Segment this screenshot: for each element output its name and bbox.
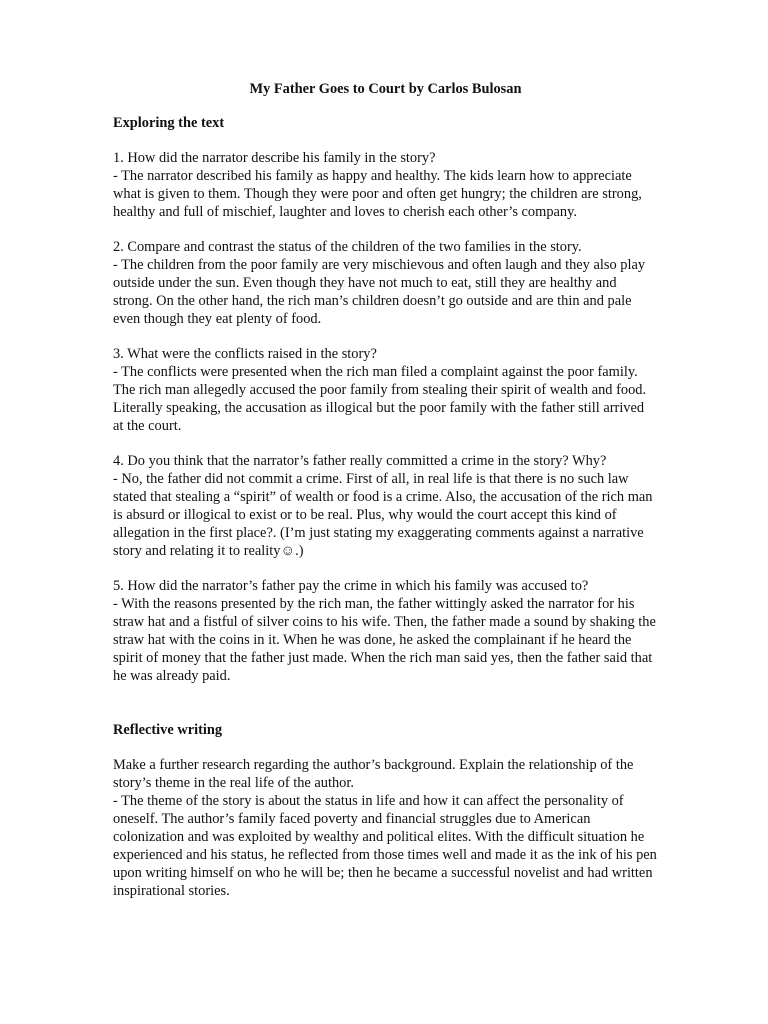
question-5: 5. How did the narrator’s father pay the crime in which his family was accused to? xyxy=(113,578,589,594)
qa-block-5 xyxy=(113,577,658,685)
document-page xyxy=(113,80,658,917)
answer-3: - The conflicts were presented when the rich man filed a complaint against the poor family. The rich man allegedly accused the poor family from stealing their spirit of wealth and food. Literally speaking, the accusation as illogical but the poor family with the father still arrived at the court. xyxy=(113,364,647,434)
qa-block-1 xyxy=(113,149,658,221)
qa-block-3 xyxy=(113,345,658,435)
answer-1: - The narrator described his family as happy and healthy. The kids learn how to appreciate what is given to them. Though they were poor and often get hungry; the children are strong, healthy and full of mischief, laughter and loves to cherish each other’s company. xyxy=(113,168,642,220)
reflective-answer: - The theme of the story is about the status in life and how it can affect the personality of oneself. The author’s family faced poverty and financial struggles due to American colonization and was exploited by wealthy and political elites. With the difficult situation he experienced and his status, he reflected from those times well and made it as the ink of his pen upon writing himself on who he will be; then he became a successful novelist and had written inspirational stories. xyxy=(113,793,657,899)
qa-block-reflective xyxy=(113,756,658,900)
question-2: 2. Compare and contrast the status of the children of the two families in the story. xyxy=(113,239,582,255)
answer-5: - With the reasons presented by the rich man, the father wittingly asked the narrator for his straw hat and a fistful of silver coins to his wife. Then, the father made a sound by shaking the straw hat with the coins in it. When he was done, he asked the complainant if he heard the spirit of money that the father just made. When the rich man said yes, then the father said that he was already paid. xyxy=(113,596,656,684)
section-heading-exploring-the-text: Exploring the text xyxy=(113,115,225,131)
section-spacer xyxy=(113,702,658,721)
document-title: My Father Goes to Court by Carlos Bulosan xyxy=(249,81,522,97)
section-heading-reflective-writing: Reflective writing xyxy=(113,722,223,738)
answer-2: - The children from the poor family are very mischievous and often laugh and they also play outside under the sun. Even though they have not much to eat, still they are healthy and strong. On the other hand, the rich man’s children doesn’t go outside and are thin and pale even though they eat plenty of food. xyxy=(113,257,646,327)
question-4: 4. Do you think that the narrator’s father really committed a crime in the story? Why? xyxy=(113,453,607,469)
question-3: 3. What were the conflicts raised in the story? xyxy=(113,346,377,362)
reflective-prompt: Make a further research regarding the author’s background. Explain the relationship of the story’s theme in the real life of the author. xyxy=(113,757,634,791)
answer-4: - No, the father did not commit a crime. First of all, in real life is that there is no such law stated that stealing a “spirit” of wealth or food is a crime. Also, the accusation of the rich man is absurd or illogical to exist or to be real. Plus, why would the court accept this kind of allegation in the first place?. (I’m just stating my exaggerating comments against a narrative story and relating it to reality☺.) xyxy=(113,471,653,559)
question-1: 1. How did the narrator describe his family in the story? xyxy=(113,150,436,166)
qa-block-4 xyxy=(113,452,658,560)
qa-block-2 xyxy=(113,238,658,328)
